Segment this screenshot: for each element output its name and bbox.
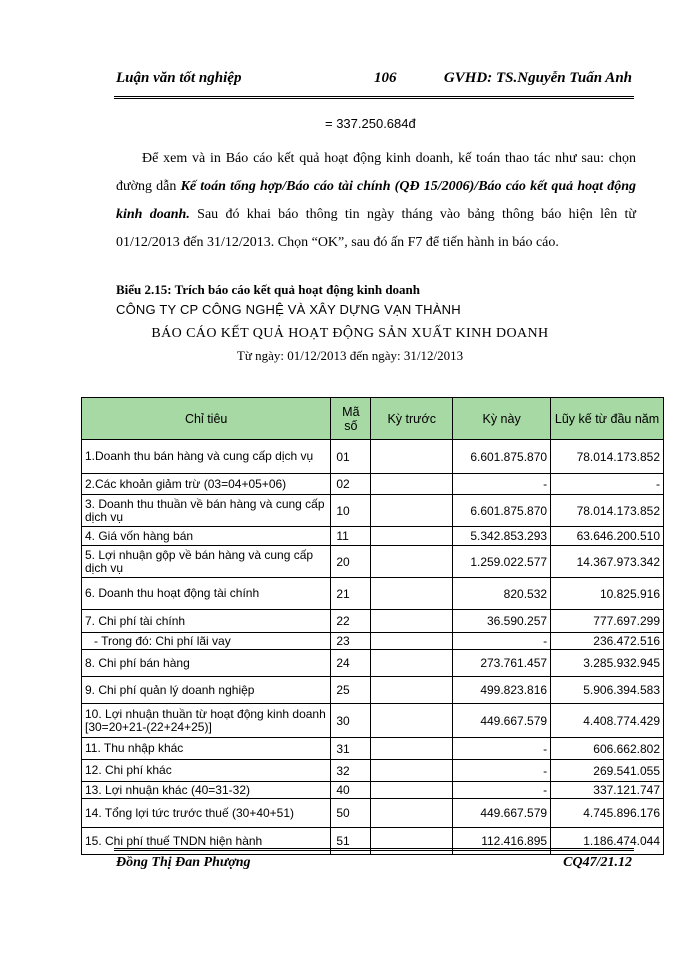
row-previous	[371, 677, 453, 704]
company-name: CÔNG TY CP CÔNG NGHỆ VÀ XÂY DỰNG VẠN THÀNH	[116, 302, 461, 317]
row-code: 22	[331, 610, 371, 633]
table-row	[82, 440, 664, 474]
header-divider	[114, 96, 634, 100]
footer-divider	[114, 848, 634, 852]
row-current: 449.667.579	[453, 799, 551, 828]
row-previous	[371, 782, 453, 799]
row-current: 36.590.257	[453, 610, 551, 633]
row-code: 50	[331, 799, 371, 828]
row-indicator: 15. Chi phí thuế TNDN hiện hành	[82, 828, 331, 855]
row-code: 25	[331, 677, 371, 704]
row-ytd: 337.121.747	[551, 782, 664, 799]
row-current: 273.761.457	[453, 650, 551, 677]
row-indicator: 7. Chi phí tài chính	[82, 610, 331, 633]
table-row	[82, 527, 664, 546]
header-year-to-date: Lũy kế từ đầu năm	[551, 398, 664, 440]
row-indicator: 11. Thu nhập khác	[82, 738, 331, 760]
advisor-name: GVHD: TS.Nguyễn Tuấn Anh	[443, 70, 632, 86]
table-row	[82, 474, 664, 495]
row-code: 01	[331, 440, 371, 474]
row-code: 40	[331, 782, 371, 799]
row-ytd: 4.745.896.176	[551, 799, 664, 828]
row-ytd: -	[551, 474, 664, 495]
row-previous	[371, 546, 453, 578]
row-indicator: 3. Doanh thu thuần về bán hàng và cung cấp dịch vụ	[82, 495, 331, 527]
class-code: CQ47/21.12	[563, 855, 632, 870]
table-row	[82, 677, 664, 704]
row-code: 32	[331, 760, 371, 782]
author-name: Đồng Thị Đan Phượng	[116, 855, 251, 870]
row-ytd: 777.697.299	[551, 610, 664, 633]
table-row	[82, 495, 664, 527]
row-previous	[371, 440, 453, 474]
table-header-row	[82, 398, 664, 440]
table-row	[82, 738, 664, 760]
row-ytd: 63.646.200.510	[551, 527, 664, 546]
row-code: 02	[331, 474, 371, 495]
table-row	[82, 760, 664, 782]
row-ytd: 10.825.916	[551, 578, 664, 610]
row-current: 1.259.022.577	[453, 546, 551, 578]
row-ytd: 606.662.802	[551, 738, 664, 760]
header-current-period: Kỳ này	[453, 398, 551, 440]
table-row	[82, 633, 664, 650]
row-current: -	[453, 760, 551, 782]
row-current: -	[453, 738, 551, 760]
row-indicator: 10. Lợi nhuận thuần từ hoạt động kinh doanh [30=20+21-(22+24+25)]	[82, 704, 331, 738]
header-code: Mã số	[331, 398, 371, 440]
row-ytd: 78.014.173.852	[551, 495, 664, 527]
page-header	[116, 70, 632, 92]
row-current: 6.601.875.870	[453, 440, 551, 474]
row-previous	[371, 704, 453, 738]
figure-label: Biểu 2.15: Trích báo cáo kết quả hoạt động kinh doanh	[116, 282, 421, 297]
row-code: 30	[331, 704, 371, 738]
row-code: 20	[331, 546, 371, 578]
row-code: 23	[331, 633, 371, 650]
row-current: 499.823.816	[453, 677, 551, 704]
row-ytd: 269.541.055	[551, 760, 664, 782]
header-indicator: Chỉ tiêu	[82, 398, 331, 440]
row-previous	[371, 474, 453, 495]
row-previous	[371, 760, 453, 782]
row-code: 21	[331, 578, 371, 610]
table-row	[82, 610, 664, 633]
row-current: 820.532	[453, 578, 551, 610]
page-number: 106	[374, 70, 397, 86]
page-footer	[116, 855, 632, 871]
row-current: 112.416.895	[453, 828, 551, 855]
row-current: -	[453, 633, 551, 650]
row-indicator: - Trong đó: Chi phí lãi vay	[82, 633, 331, 650]
paragraph-text-2: Sau đó khai báo thông tin ngày tháng vào bảng thông báo hiện lên từ 01/12/2013 đến 31/12/2013. Chọn “OK”, sau đó ấn F7 để tiến hành in báo cáo.	[116, 207, 636, 250]
row-indicator: 13. Lợi nhuận khác (40=31-32)	[82, 782, 331, 799]
row-ytd: 4.408.774.429	[551, 704, 664, 738]
row-previous	[371, 650, 453, 677]
row-ytd: 1.186.474.044	[551, 828, 664, 855]
table-row	[82, 578, 664, 610]
row-code: 24	[331, 650, 371, 677]
table-row	[82, 782, 664, 799]
row-code: 31	[331, 738, 371, 760]
report-title: BÁO CÁO KẾT QUẢ HOẠT ĐỘNG SẢN XUẤT KINH DOANH	[151, 326, 549, 341]
row-ytd: 14.367.973.342	[551, 546, 664, 578]
instruction-paragraph	[116, 145, 636, 257]
table-row	[82, 650, 664, 677]
row-current: 5.342.853.293	[453, 527, 551, 546]
header-previous-period: Kỳ trước	[371, 398, 453, 440]
equation-result: = 337.250.684đ	[325, 116, 416, 131]
row-current: -	[453, 782, 551, 799]
row-indicator: 9. Chi phí quản lý doanh nghiệp	[82, 677, 331, 704]
row-indicator: 8. Chi phí bán hàng	[82, 650, 331, 677]
row-ytd: 236.472.516	[551, 633, 664, 650]
row-previous	[371, 610, 453, 633]
row-previous	[371, 799, 453, 828]
row-code: 51	[331, 828, 371, 855]
menu-path: Kế toán tổng hợp/Báo cáo tài chính (QĐ 15/2006)/Báo cáo kết quả hoạt động kinh doanh.	[116, 179, 636, 222]
row-code: 10	[331, 495, 371, 527]
row-current: 6.601.875.870	[453, 495, 551, 527]
paragraph-text-1: Để xem và in Báo cáo kết quả hoạt động kinh doanh, kế toán thao tác như sau: chọn đường dẫn	[116, 151, 636, 194]
row-indicator: 12. Chi phí khác	[82, 760, 331, 782]
income-statement-table	[81, 397, 664, 855]
table-row	[82, 799, 664, 828]
report-period: Từ ngày: 01/12/2013 đến ngày: 31/12/2013	[236, 348, 464, 363]
row-ytd: 5.906.394.583	[551, 677, 664, 704]
document-title: Luận văn tốt nghiệp	[116, 70, 242, 86]
row-ytd: 78.014.173.852	[551, 440, 664, 474]
row-ytd: 3.285.932.945	[551, 650, 664, 677]
row-previous	[371, 738, 453, 760]
row-current: -	[453, 474, 551, 495]
row-indicator: 5. Lợi nhuận gộp về bán hàng và cung cấp dịch vụ	[82, 546, 331, 578]
row-indicator: 14. Tổng lợi tức trước thuế (30+40+51)	[82, 799, 331, 828]
row-previous	[371, 527, 453, 546]
row-current: 449.667.579	[453, 704, 551, 738]
row-indicator: 6. Doanh thu hoạt động tài chính	[82, 578, 331, 610]
table-row	[82, 704, 664, 738]
table-row	[82, 546, 664, 578]
row-previous	[371, 578, 453, 610]
row-previous	[371, 495, 453, 527]
row-indicator: 4. Giá vốn hàng bán	[82, 527, 331, 546]
row-code: 11	[331, 527, 371, 546]
row-indicator: 1.Doanh thu bán hàng và cung cấp dịch vụ	[82, 440, 331, 474]
row-previous	[371, 633, 453, 650]
row-indicator: 2.Các khoản giảm trừ (03=04+05+06)	[82, 474, 331, 495]
